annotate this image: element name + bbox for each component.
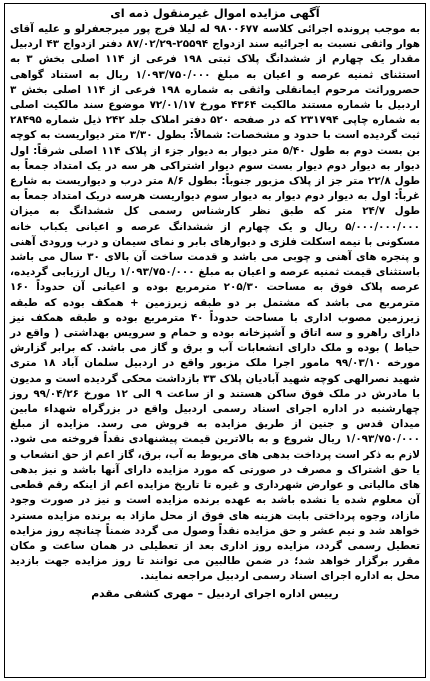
notice-body: به موجب پرونده اجرائی کلاسه ۹۸۰۰۶۷۷ له لیلا فرج پور میرجعفرلو و علیه آقای هوار واثقی نسبت به اجرائیه سند ازدواج ۲۵۵۹۴-۸۷/۰۲/۲۹ دفتر ازدواج ۴۳ اردبیل مقدار یک چهارم از ششدانگ پلاک ثبتی ۱۹۸ فرعی از ۱۱۴ اصلی بخش ۳ به استثنای ثمنیه عرصه و اعیان به مبلغ ۱/۰۹۳/۷۵۰/۰۰۰ ریال به استناد گواهی حصروراثت مرحوم ایمانقلی واثقی به شماره ۱۹۸ فرعی از ۱۱۴ اصلی بخش ۳ اردبیل با شماره مستند مالکیت ۴۳۶۴ مورخ ۷۲/۰۱/۱۷ موضوع سند مالکیت اصلی به شماره چاپی ۲۳۱۷۹۴ که در صفحه ۵۲۰ دفتر املاک جلد ۲۴۲ ذیل شماره ۲۸۴۹۵ ثبت گردیده است با حدود و مشخصات: شمالاً: بطول ۳/۳۰ متر دیواریست به کوچه بن بست دوم به طول ۵/۴۰ متر دیوار به دیوار جزء از پلاک ۱۱۴ اصلی شرقاً: اول دیوار به دیوار دوم دیوار بست سوم دیوار اشتراکی هر سه در یک امتداد جمعاً به طول ۲۲/۸ متر جز از پلاک مزبور جنوباً: بطول ۸/۶ متر درب و دیواریست به شارع غرباً: اول به دیوار دوم دیوار به دیوار سوم دیواریست هرسه دریک امتداد جمعاً به طول ۲۴/۷ متر که طبق نظر کارشناس رسمی کل ششدانگ به میزان ۵/۰۰۰/۰۰۰/۰۰۰ ریال و یک چهارم از ششدانگ عرصه و اعیانی یکباب خانه مسکونی با نیمه اسکلت فلزی و دیوارهای بابر و نمای سیمان و درب ورودی آهنی و پنجره های آهنی و چوبی می باشد و قدمت ساخت آن بالای ۳۰ سال می باشد باستثنای قیمت ثمنیه عرصه و اعیان به مبلغ ۱/۰۹۳/۷۵۰/۰۰۰ ریال ارزیابی گردیده، عرصه پلاک فوق به مساحت ۲۰۵/۳۰ مترمربع بوده و اعیانی آن حدوداً ۱۶۰ مترمربع می باشد که مشتمل بر دو طبقه زیرزمین + همکف بوده که طبقه زیرزمین مصوب اداری با مساحت حدوداً ۴۰ مترمربع بوده و طبقه همکف نیز دارای راهرو و سه اتاق و آشپزخانه بوده و حمام و سرویس بهداشتی ( واقع در حیاط ) بوده و ملک دارای انشعابات آب و برق و گاز می باشد. که برابر گزارش مورخه ۹۹/۰۳/۱۰ مامور اجرا ملک مزبور واقع در اردبیل سلمان آباد ۱۸ متری شهید نصرالهی کوچه شهید آبادیان پلاک ۳۳ بازداشت محکی گردیده است و مدیون با مادرش در ملک فوق ساکن هستند و از ساعت ۹ الی ۱۲ مورخ ۹۹/۰۴/۲۶ روز چهارشنبه در اداره اجرای اسناد رسمی اردبیل واقع در بزرگراه شهداء مابین میدان قدس و جنین از طریق مزایده به فروش می رسد. مزایده از مبلغ ۱/۰۹۳/۷۵۰/۰۰۰ ریال شروع و به بالاترین قیمت پیشنهادی نقداً فروخته می شود. لازم به ذکر است پرداخت بدهی های مربوط به آب، برق، گاز اعم از حق انشعاب و یا حق اشتراک و مصرف در صورتی که مورد مزایده دارای آنها باشد و نیز بدهی های مالیاتی و عوارض شهرداری و غیره تا تاریخ مزایده اعم از اینکه رقم قطعی آن معلوم شده یا نشده باشد به عهده برنده مزایده است و نیز در صورت وجود مازاد، وجوه پرداختی بابت هزینه های فوق از محل مازاد به برنده مزایده مسترد خواهد شد و نیم عشر و حق مزایده نقداً وصول می گردد ضمناً چنانچه روز مزایده تعطیل رسمی گردد، مزایده روز اداری بعد از تعطیلی در همان ساعت و مکان مقرر برگزار خواهد شد؛ در ضمن طالبین می توانند تا روز مزایده جهت بازدید محل به اداره اجرای اسناد رسمی اردبیل مراجعه نمایند. [10, 23, 421, 583]
auction-notice [4, 3, 426, 678]
notice-signature: رییس اداره اجرای اردبیل – مهری کشفی مقدم [91, 586, 339, 600]
notice-title: آگهی مزایده اموال غیرمنقول ذمه ای [110, 6, 320, 20]
